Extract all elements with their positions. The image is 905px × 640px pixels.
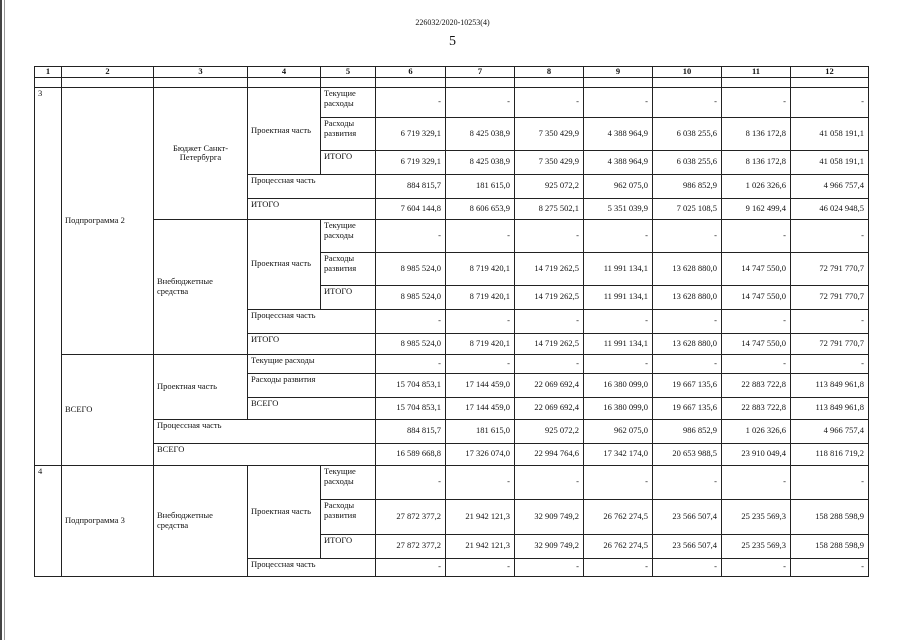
value-cell: 22 069 692,4 [515, 397, 584, 419]
part-name: Процессная часть [248, 309, 376, 333]
value-cell: 181 615,0 [446, 174, 515, 198]
value-cell: 986 852,9 [653, 419, 722, 443]
value-cell: 113 849 961,8 [791, 373, 869, 397]
expense-type: ВСЕГО [248, 397, 376, 419]
row-number: 3 [35, 87, 62, 465]
value-cell: 46 024 948,5 [791, 198, 869, 219]
value-cell: - [446, 558, 515, 576]
value-cell: - [722, 87, 791, 117]
col-header: 12 [791, 67, 869, 78]
part-name: Проектная часть [248, 219, 321, 309]
value-cell: - [515, 558, 584, 576]
value-cell: 884 815,7 [376, 419, 446, 443]
value-cell: - [446, 354, 515, 373]
expense-type: Текущие расходы [321, 465, 376, 499]
scan-edge-line-secondary [4, 0, 5, 640]
col-header: 7 [446, 67, 515, 78]
value-cell: 6 038 255,6 [653, 117, 722, 150]
value-cell: - [515, 309, 584, 333]
value-cell: 7 350 429,9 [515, 150, 584, 174]
part-name: Проектная часть [154, 354, 248, 419]
value-cell: - [376, 354, 446, 373]
expense-type: Расходы развития [321, 117, 376, 150]
page-number: 5 [449, 34, 456, 49]
value-cell: 32 909 749,2 [515, 499, 584, 534]
total-label: ИТОГО [248, 333, 376, 354]
value-cell: - [653, 87, 722, 117]
col-header: 3 [154, 67, 248, 78]
value-cell: 23 566 507,4 [653, 499, 722, 534]
value-cell: 7 604 144,8 [376, 198, 446, 219]
value-cell: - [653, 219, 722, 252]
value-cell: 13 628 880,0 [653, 333, 722, 354]
value-cell: - [722, 354, 791, 373]
value-cell: - [653, 558, 722, 576]
col-header: 10 [653, 67, 722, 78]
total-label: ВСЕГО [62, 354, 154, 465]
part-name: Проектная часть [248, 87, 321, 174]
value-cell: 32 909 749,2 [515, 534, 584, 558]
col-header: 11 [722, 67, 791, 78]
value-cell: 23 566 507,4 [653, 534, 722, 558]
col-header: 2 [62, 67, 154, 78]
value-cell: 11 991 134,1 [584, 333, 653, 354]
scan-edge-line [0, 0, 2, 640]
value-cell: 16 380 099,0 [584, 373, 653, 397]
value-cell: 4 966 757,4 [791, 174, 869, 198]
expense-type: Текущие расходы [321, 219, 376, 252]
value-cell: 158 288 598,9 [791, 499, 869, 534]
funding-source: Бюджет Санкт-Петербурга [154, 87, 248, 219]
funding-source: Внебюджетные средства [154, 219, 248, 354]
value-cell: 17 326 074,0 [446, 443, 515, 465]
value-cell: - [515, 87, 584, 117]
value-cell: - [791, 558, 869, 576]
value-cell: - [376, 309, 446, 333]
value-cell: - [653, 309, 722, 333]
value-cell: - [584, 87, 653, 117]
value-cell: 8 985 524,0 [376, 285, 446, 309]
col-header: 5 [321, 67, 376, 78]
expense-type: Расходы развития [248, 373, 376, 397]
value-cell: 72 791 770,7 [791, 252, 869, 285]
value-cell: - [446, 87, 515, 117]
value-cell: - [722, 465, 791, 499]
value-cell: - [376, 87, 446, 117]
value-cell: 15 704 853,1 [376, 397, 446, 419]
table-row [35, 354, 869, 373]
value-cell: - [515, 354, 584, 373]
value-cell: 17 144 459,0 [446, 397, 515, 419]
col-header: 9 [584, 67, 653, 78]
col-header: 6 [376, 67, 446, 78]
value-cell: - [446, 219, 515, 252]
value-cell: 8 136 172,8 [722, 150, 791, 174]
value-cell: 21 942 121,3 [446, 499, 515, 534]
value-cell: 6 719 329,1 [376, 150, 446, 174]
value-cell: 158 288 598,9 [791, 534, 869, 558]
value-cell: 41 058 191,1 [791, 117, 869, 150]
value-cell: 962 075,0 [584, 174, 653, 198]
value-cell: 72 791 770,7 [791, 333, 869, 354]
value-cell: - [791, 87, 869, 117]
value-cell: - [584, 354, 653, 373]
value-cell: - [722, 219, 791, 252]
value-cell: 22 883 722,8 [722, 397, 791, 419]
value-cell: - [376, 219, 446, 252]
value-cell: 8 719 420,1 [446, 285, 515, 309]
value-cell: - [722, 309, 791, 333]
value-cell: 925 072,2 [515, 174, 584, 198]
value-cell: 4 966 757,4 [791, 419, 869, 443]
value-cell: 25 235 569,3 [722, 534, 791, 558]
value-cell: 6 038 255,6 [653, 150, 722, 174]
table-row [35, 419, 869, 443]
value-cell: 14 747 550,0 [722, 252, 791, 285]
value-cell: - [515, 465, 584, 499]
value-cell: - [584, 465, 653, 499]
value-cell: 962 075,0 [584, 419, 653, 443]
value-cell: - [791, 354, 869, 373]
value-cell: 4 388 964,9 [584, 117, 653, 150]
value-cell: 21 942 121,3 [446, 534, 515, 558]
value-cell: 22 069 692,4 [515, 373, 584, 397]
part-name: Процессная часть [248, 174, 376, 198]
value-cell: 8 606 653,9 [446, 198, 515, 219]
value-cell: 20 653 988,5 [653, 443, 722, 465]
value-cell: 5 351 039,9 [584, 198, 653, 219]
value-cell: - [584, 219, 653, 252]
value-cell: 14 747 550,0 [722, 333, 791, 354]
value-cell: - [653, 465, 722, 499]
funding-source: Внебюджетные средства [154, 465, 248, 576]
col-header: 8 [515, 67, 584, 78]
value-cell: 1 026 326,6 [722, 419, 791, 443]
col-header: 4 [248, 67, 321, 78]
value-cell: 8 136 172,8 [722, 117, 791, 150]
value-cell: 925 072,2 [515, 419, 584, 443]
value-cell: 13 628 880,0 [653, 252, 722, 285]
value-cell: 8 719 420,1 [446, 252, 515, 285]
value-cell: 27 872 377,2 [376, 534, 446, 558]
value-cell: - [376, 558, 446, 576]
value-cell: 16 380 099,0 [584, 397, 653, 419]
value-cell: - [791, 465, 869, 499]
value-cell: 19 667 135,6 [653, 397, 722, 419]
part-name: Проектная часть [248, 465, 321, 558]
table-row [35, 465, 869, 499]
value-cell: 25 235 569,3 [722, 499, 791, 534]
value-cell: 17 144 459,0 [446, 373, 515, 397]
value-cell: 7 350 429,9 [515, 117, 584, 150]
col-header: 1 [35, 67, 62, 78]
value-cell: 8 985 524,0 [376, 252, 446, 285]
budget-table [34, 66, 869, 577]
value-cell: - [515, 219, 584, 252]
expense-type: Текущие расходы [321, 87, 376, 117]
value-cell: - [584, 309, 653, 333]
value-cell: 8 275 502,1 [515, 198, 584, 219]
value-cell: 41 058 191,1 [791, 150, 869, 174]
value-cell: - [446, 309, 515, 333]
value-cell: 17 342 174,0 [584, 443, 653, 465]
value-cell: 26 762 274,5 [584, 499, 653, 534]
value-cell: 19 667 135,6 [653, 373, 722, 397]
value-cell: 113 849 961,8 [791, 397, 869, 419]
expense-type: ИТОГО [321, 285, 376, 309]
value-cell: 7 025 108,5 [653, 198, 722, 219]
value-cell: 4 388 964,9 [584, 150, 653, 174]
spacer-row [35, 77, 869, 87]
table-row [35, 219, 869, 252]
document-id: 226032/2020-10253(4) [415, 18, 490, 27]
value-cell: - [791, 219, 869, 252]
subprogram-name: Подпрограмма 3 [62, 465, 154, 576]
total-label: ВСЕГО [154, 443, 376, 465]
value-cell: 14 719 262,5 [515, 285, 584, 309]
value-cell: 181 615,0 [446, 419, 515, 443]
expense-type: Расходы развития [321, 499, 376, 534]
column-number-row [35, 67, 869, 78]
subprogram-name: Подпрограмма 2 [62, 87, 154, 354]
value-cell: 27 872 377,2 [376, 499, 446, 534]
part-name: Процессная часть [154, 419, 376, 443]
value-cell: 14 747 550,0 [722, 285, 791, 309]
value-cell: 22 994 764,6 [515, 443, 584, 465]
expense-type: Текущие расходы [248, 354, 376, 373]
value-cell: 14 719 262,5 [515, 333, 584, 354]
value-cell: 23 910 049,4 [722, 443, 791, 465]
value-cell: 11 991 134,1 [584, 252, 653, 285]
value-cell: 118 816 719,2 [791, 443, 869, 465]
value-cell: 1 026 326,6 [722, 174, 791, 198]
expense-type: ИТОГО [321, 150, 376, 174]
expense-type: Расходы развития [321, 252, 376, 285]
value-cell: 884 815,7 [376, 174, 446, 198]
table-row [35, 87, 869, 117]
value-cell: - [584, 558, 653, 576]
value-cell: 9 162 499,4 [722, 198, 791, 219]
value-cell: - [446, 465, 515, 499]
value-cell: 16 589 668,8 [376, 443, 446, 465]
total-label: ИТОГО [248, 198, 376, 219]
value-cell: 6 719 329,1 [376, 117, 446, 150]
row-number: 4 [35, 465, 62, 576]
value-cell: 72 791 770,7 [791, 285, 869, 309]
value-cell: 22 883 722,8 [722, 373, 791, 397]
table-row [35, 443, 869, 465]
value-cell: - [653, 354, 722, 373]
value-cell: - [791, 309, 869, 333]
value-cell: 8 985 524,0 [376, 333, 446, 354]
value-cell: 8 425 038,9 [446, 150, 515, 174]
value-cell: - [722, 558, 791, 576]
expense-type: ИТОГО [321, 534, 376, 558]
value-cell: - [376, 465, 446, 499]
value-cell: 26 762 274,5 [584, 534, 653, 558]
part-name: Процессная часть [248, 558, 376, 576]
value-cell: 8 425 038,9 [446, 117, 515, 150]
value-cell: 11 991 134,1 [584, 285, 653, 309]
value-cell: 15 704 853,1 [376, 373, 446, 397]
value-cell: 13 628 880,0 [653, 285, 722, 309]
value-cell: 986 852,9 [653, 174, 722, 198]
value-cell: 8 719 420,1 [446, 333, 515, 354]
value-cell: 14 719 262,5 [515, 252, 584, 285]
